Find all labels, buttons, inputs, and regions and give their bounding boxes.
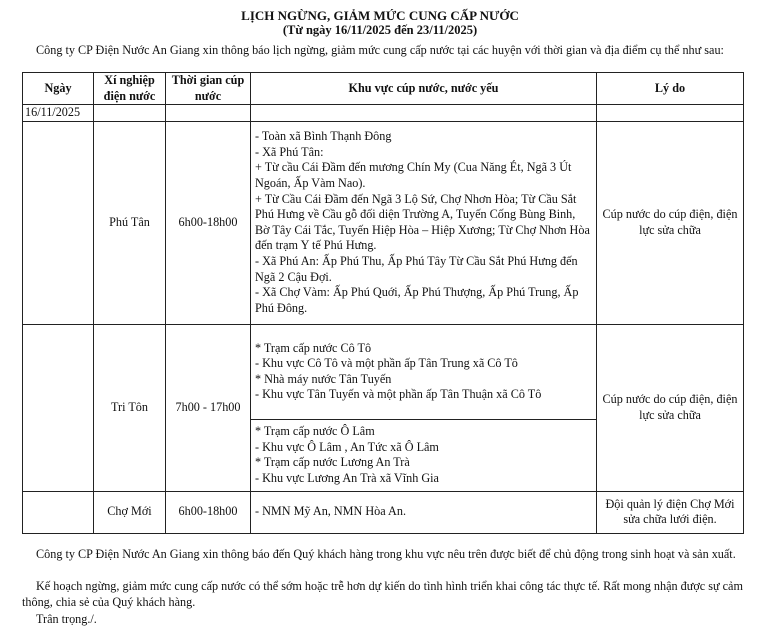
area-line: - Khu vực Tân Tuyến và một phần ấp Tân Thuận xã Cô Tô [255, 387, 542, 402]
header-enterprise: Xí nghiệp điện nước [94, 73, 166, 105]
enterprise-cell: Tri Tôn [94, 324, 166, 491]
area-line: + Từ cầu Cái Đầm đến mương Chín My (Cua Năng Ét, Ngã 3 Út Ngoán, Ấp Vàm Nao). [255, 160, 572, 190]
date-cell: 16/11/2025 [23, 105, 94, 122]
area-line: * Trạm cấp nước Ô Lâm [255, 424, 375, 439]
intro-text: Công ty CP Điện Nước An Giang xin thông báo lịch ngừng, giảm mức cung cấp nước tại các huyện với thời gian và địa điểm cụ thể như sau: [36, 43, 724, 57]
header-time: Thời gian cúp nước [166, 73, 251, 105]
time-cell: 6h00-18h00 [166, 491, 251, 533]
enterprise-cell: Phú Tân [94, 121, 166, 324]
area-line: - Khu vực Lương An Trà xã Vĩnh Gia [255, 470, 439, 485]
header-area: Khu vực cúp nước, nước yếu [251, 73, 597, 105]
time-cell: 7h00 - 17h00 [166, 324, 251, 491]
area-line: * Trạm cấp nước Cô Tô [255, 340, 372, 355]
footer-paragraph: Công ty CP Điện Nước An Giang xin thông báo đến Quý khách hàng trong khu vực nêu trên được biết để chủ động trong sinh hoạt và sản xuất. [36, 547, 736, 561]
time-cell: 6h00-18h00 [166, 121, 251, 324]
area-line: - Khu vực Ô Lâm , An Tức xã Ô Lâm [255, 439, 439, 454]
date-range-subtitle: (Từ ngày 16/11/2025 đến 23/11/2025) [282, 23, 478, 37]
area-line: * Nhà máy nước Tân Tuyến [255, 371, 392, 386]
date-row [23, 105, 744, 122]
area-line: - Xã Phú Tân: [255, 144, 324, 159]
schedule-table [22, 72, 744, 534]
table-row [23, 491, 744, 533]
reason-cell: Cúp nước do cúp điện, điện lực sửa chữa [597, 121, 744, 324]
area-line: * Trạm cấp nước Lương An Trà [255, 455, 410, 470]
signoff-text: Trân trọng./. [36, 612, 97, 626]
table-row [23, 121, 744, 324]
area-line: + Từ Cầu Cái Đầm đến Ngã 3 Lộ Sứ, Chợ Nhơn Hòa; Từ Cầu Sắt Phú Hưng về Cầu gỗ đối diện Trường A, Tuyến Cống Bùng Binh, Bờ Tây Cái Tắc, Tuyến Hiệp Hòa – Hiệp Xương; Từ Chợ Nhơn Hòa đến trạm Y tế Phú Hưng. [255, 191, 590, 253]
area-line: - Xã Chợ Vàm: Ấp Phú Quới, Ấp Phú Thượng, Ấp Phú Trung, Ấp Phú Đông. [255, 285, 579, 315]
enterprise-cell: Chợ Mới [94, 491, 166, 533]
table-header-row [23, 73, 744, 105]
reason-cell: Cúp nước do cúp điện, điện lực sửa chữa [597, 324, 744, 491]
area-cell [251, 324, 597, 419]
page-title: LỊCH NGỪNG, GIẢM MỨC CUNG CẤP NƯỚC [241, 8, 519, 23]
header-date: Ngày [23, 73, 94, 105]
reason-cell: Đội quản lý điện Chợ Mới sửa chữa lưới điện. [597, 491, 744, 533]
header-reason: Lý do [597, 73, 744, 105]
footer-paragraph: Kế hoạch ngừng, giảm mức cung cấp nước có thể sớm hoặc trễ hơn dự kiến do tình hình triển khai công tác thực tế. Rất mong nhận được sự cảm thông, chia sẻ của Quý khách hàng. [22, 579, 743, 609]
area-cell: - NMN Mỹ An, NMN Hòa An. [251, 491, 597, 533]
area-line: - Khu vực Cô Tô và một phần ấp Tân Trung xã Cô Tô [255, 356, 518, 371]
table-row [23, 324, 744, 419]
area-cell [251, 121, 597, 324]
area-line: - Toàn xã Bình Thạnh Đông [255, 129, 392, 144]
area-line: - Xã Phú An: Ấp Phú Thu, Ấp Phú Tây Từ Cầu Sắt Phú Hưng đến Ngã 2 Cậu Đợi. [255, 253, 578, 284]
area-cell [251, 419, 597, 491]
